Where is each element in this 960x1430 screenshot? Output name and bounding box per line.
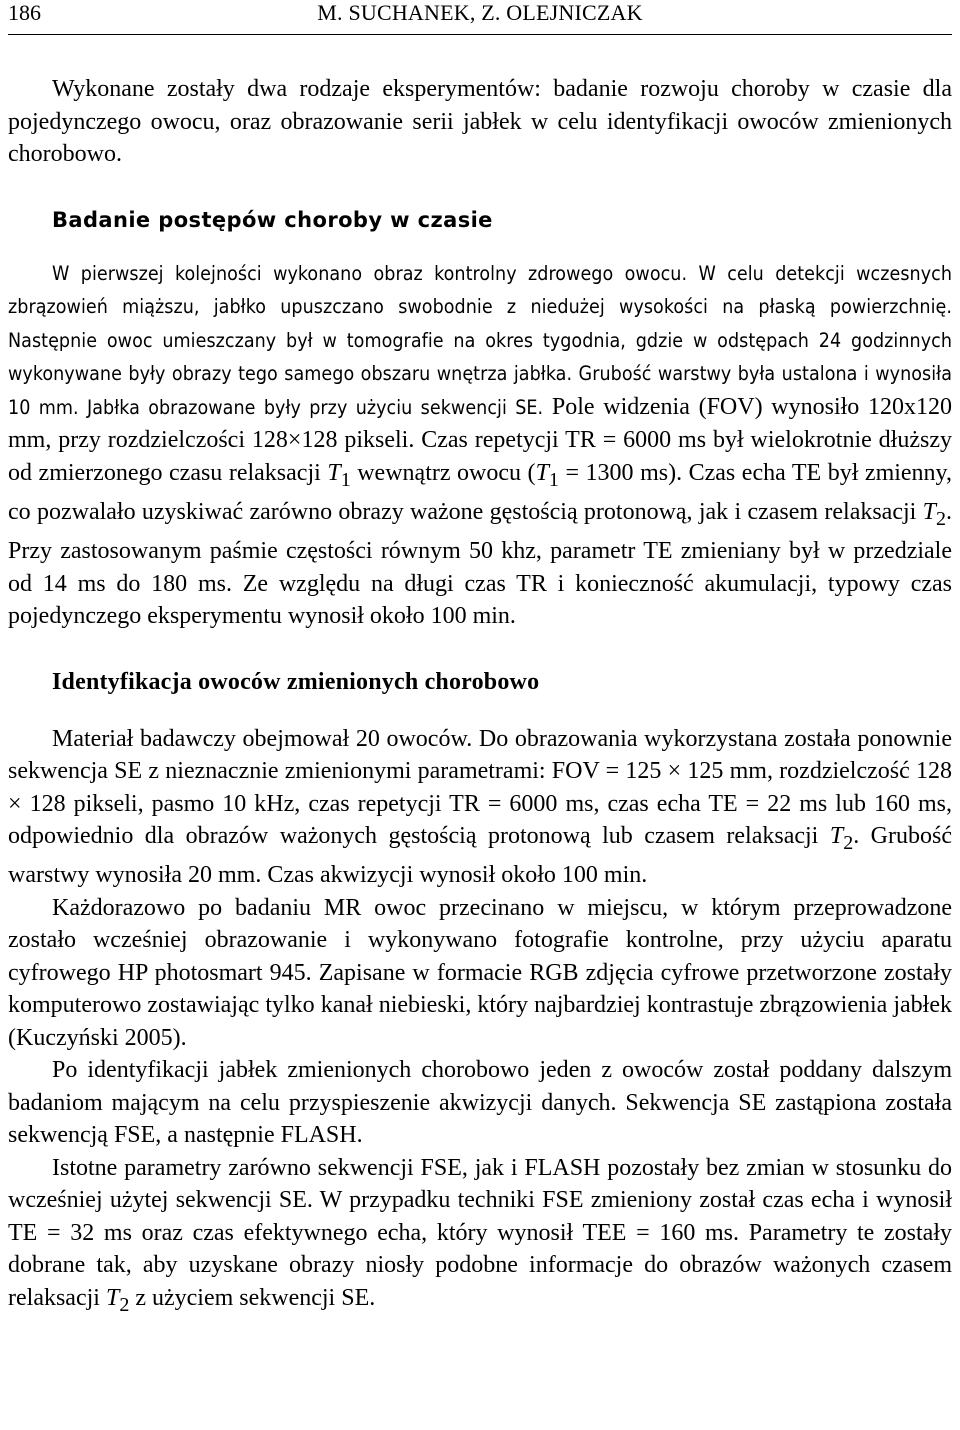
subscript: 2 bbox=[843, 831, 854, 854]
page-number: 186 bbox=[8, 0, 41, 25]
paragraph-material bbox=[8, 723, 952, 892]
paragraph-acceleration: Po identyfikacji jabłek zmienionych chorobowo jeden z owoców został poddany dalszym badaniom mającym na celu przyspieszenie akwizycji danych. Sekwencja SE zastąpiona została sekwencją FSE, a następnie FLASH. bbox=[8, 1057, 952, 1149]
paragraph-sans-part: W pierwszej kolejności wykonano obraz kontrolny zdrowego owocu. W celu detekcji wczesnych zbrązowień miąższu, jabłko upuszczano swobodnie z niedużej wysokości na płaską powierzchnię. Następnie owoc umieszczany był w tomografie na okres tygodnia, gdzie w odstępach 24 godzinnych wykonywane były obrazy tego samego obszaru wnętrza jabłka. Grubość warstwy była ustalona i wynosiła 10 mm. Jabłka obrazowane były przy użyciu sekwencji SE. bbox=[8, 261, 952, 419]
relaxation-time-symbol: T bbox=[327, 459, 341, 486]
text-run: z użyciem sekwencji SE. bbox=[129, 1284, 376, 1311]
text-run: Pole widzenia (FOV) wynosiło 120x120 mm, przy rozdzielczości 128 bbox=[8, 393, 952, 453]
text-run: 128 pikseli, pasmo 10 kHz, czas repetycji TR = 6000 ms, czas echa TE = 22 ms lub 160 ms, odpowiednio dla obrazów ważonych gęstością protonową lub czasem relaksacji bbox=[8, 790, 952, 850]
subscript: 2 bbox=[936, 507, 946, 530]
subscript: 1 bbox=[548, 468, 559, 491]
running-header bbox=[8, 0, 952, 35]
relaxation-time-symbol: T bbox=[829, 823, 844, 850]
text-run: Istotne parametry zarówno sekwencji FSE, jak i FLASH pozostały bez zmian w stosunku do wcześniej użytej sekwencji SE. W przypadku techniki FSE zmieniony został czas echa i wynosił TE = 32 ms oraz czas efektywnego echa, który wynosił TEE = 160 ms. Parametry te zostały dobrane tak, aby uzyskane obrazy niosły podobne informacje do obrazów ważonych czasem relaksacji bbox=[8, 1154, 952, 1311]
section-heading-disease-progress: Badanie postępów choroby w czasie bbox=[52, 207, 493, 232]
text-run: . Grubość warstwy wynosiła 20 mm. Czas akwizycji wynosił około 100 min. bbox=[8, 823, 952, 889]
paragraph-disease-progress bbox=[8, 257, 952, 633]
paragraph-fse-flash bbox=[8, 1152, 952, 1321]
intro-paragraph: Wykonane zostały dwa rodzaje eksperymentów: badanie rozwoju choroby w czasie dla pojedynczego owocu, oraz obrazowanie serii jabłek w celu identyfikacji owoców zmienionych chorobowo. bbox=[8, 76, 952, 167]
text-run: . Przy zastosowanym paśmie częstości równym 50 khz, parametr TE zmieniany był w przedziale od 14 ms do 180 ms. Ze względu na długi czas TR i konieczność akumulacji, typowy czas pojedynczego eksperymentu wynosił około 100 min. bbox=[8, 498, 952, 630]
text-run: Materiał badawczy obejmował 20 owoców. Do obrazowania wykorzystana została ponownie sekwencja SE z nieznacznie zmienionymi parametrami: FOV = 125 bbox=[8, 725, 952, 785]
relaxation-time-symbol: T bbox=[105, 1284, 120, 1311]
running-head-authors: M. SUCHANEK, Z. OLEJNICZAK bbox=[317, 0, 643, 25]
subscript: 2 bbox=[119, 1293, 130, 1316]
relaxation-time-symbol: T bbox=[535, 459, 549, 486]
relaxation-time-symbol: T bbox=[922, 498, 936, 525]
text-run: wewnątrz owocu ( bbox=[350, 459, 536, 486]
text-run: 128 pikseli. Czas repetycji TR = 6000 ms był wielokrotnie dłuższy od zmierzonego czasu relaksacji bbox=[8, 427, 952, 486]
times-symbol: × bbox=[8, 790, 22, 817]
section-heading-identification: Identyfikacja owoców zmienionych chorobowo bbox=[52, 668, 540, 695]
paragraph-photography: Każdorazowo po badaniu MR owoc przecinano w miejscu, w którym przeprowadzone zostało wcześniej obrazowanie i wykonywano fotografie kontrolne, przy użyciu aparatu cyfrowego HP photosmart 945. Zapisane w formacie RGB zdjęcia cyfrowe przetworzone zostały komputerowo zostawiając tylko kanał niebieski, który najbardziej kontrastuje zbrązowienia jabłek (Kuczyński 2005). bbox=[8, 894, 952, 1051]
subscript: 1 bbox=[340, 468, 351, 491]
text-run: = 1300 ms). Czas echa TE był zmienny, co pozwalało uzyskiwać zarówno obrazy ważone gęstością protonową, jak i czasem relaksacji bbox=[8, 459, 952, 525]
text-run: 125 mm, rozdzielczość 128 bbox=[681, 758, 952, 785]
times-symbol: × bbox=[667, 758, 682, 785]
times-symbol: × bbox=[287, 427, 302, 453]
